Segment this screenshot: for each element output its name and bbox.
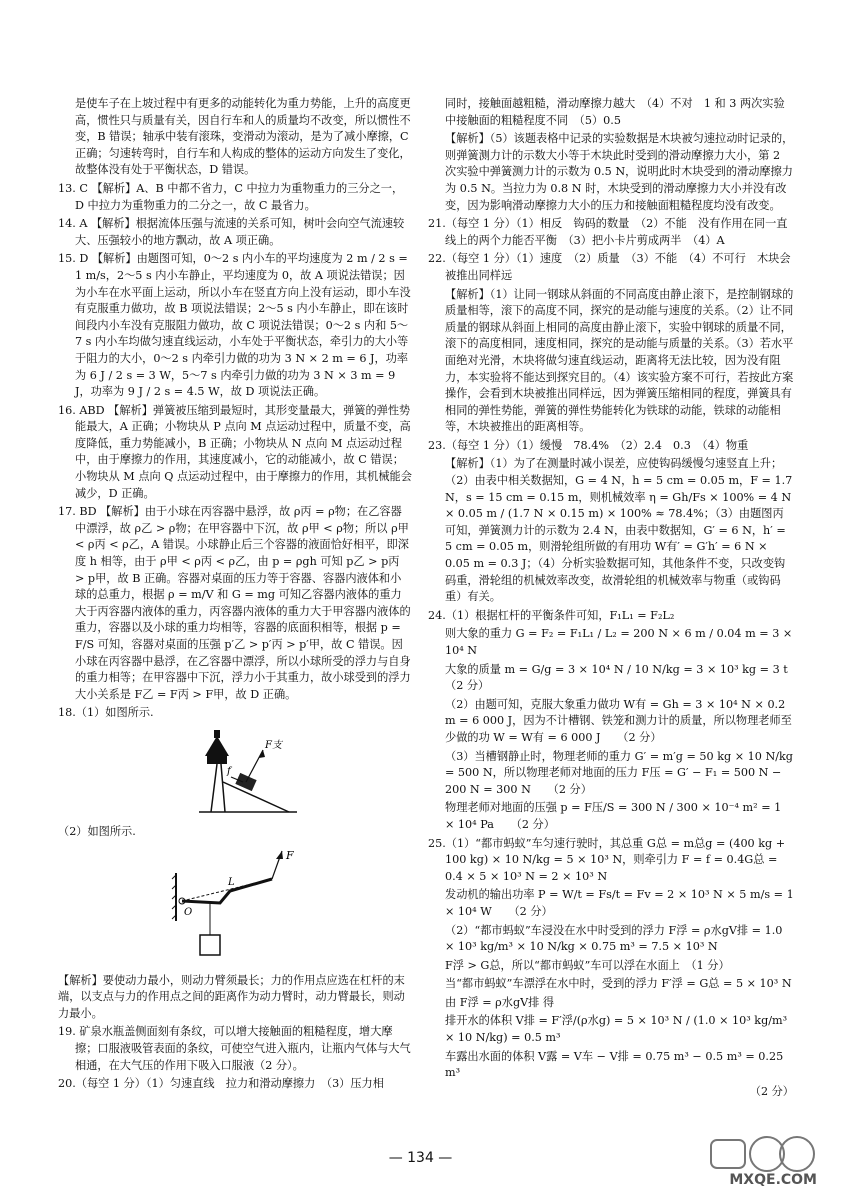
figure-incline-forces [193,726,412,818]
answer-12-continued: 是使车子在上坡过程中有更多的动能转化为重力势能，上升的高度更高，惯性只与质量有关，因自行车和人的质量均不改变，所以惯性不变，B 错误；轴承中装有滚珠，变滑动为滚动，是为了减小摩擦，C 正确；匀速转弯时，自行车和人构成的整体的运动方向发生了变化，故整体没有处于平衡状态，D 错误。 [75,97,411,177]
answer-16: 16. ABD 【解析】弹簧被压缩到最短时，其形变量最大，弹簧的弹性势能最大，A 正确；小物块从 P 点向 M 点运动过程中，质量不变，高度降低，重力势能减小，B 正确；小物块从 N 点向 M 点运动过程中，由于摩擦力的作用，其速度减小，它的动能减小，故 C 错误；小物块从 M 点向 Q 点运动过程中，由于摩擦力的作用，其机械能会减少，D 正确。 [58,403,412,500]
pivot-O-label: O [184,906,193,918]
friction-label: f [227,765,231,777]
answer-25-line8: 车露出水面的体积 V露 = V车 − V排 = 0.75 m³ − 0.5 m³ = 0.25 m³ [445,1049,784,1080]
watermark-text: MXQE.COM [729,1172,817,1188]
answer-18-part1: 18.（1）如图所示. [58,706,154,720]
answer-25-line5: 当“都市蚂蚁”车漂浮在水中时，受到的浮力 F′浮 = G总 = 5 × 10³ N [445,977,792,991]
watermark-stamp-icon [681,1134,821,1174]
answer-24-line1: 24.（1）根据杠杆的平衡条件可知，F₁L₁ = F₂L₂ [428,608,675,622]
answer-25-line6: 由 F浮 = ρ水gV排 得 [445,995,555,1009]
page-number: — 134 — [388,1150,453,1166]
answer-24-line4: （2）由题可知，克服大象重力做功 W有 = Gh = 3 × 10⁴ N × 0.2 m = 6 000 J，因为不计槽钢、铁笼和测力计的质量，所以物理老师至少做的功 W = W有 = 6 000 J （2 分） [445,697,792,744]
answer-22: 22.（每空 1 分）（1）速度 （2）质量 （3）不能 （4）不可行 木块会被推出同样远 [428,252,791,282]
answer-24-line3: 大象的质量 m = G/g = 3 × 10⁴ N / 10 N/kg = 3 × 10³ kg = 3 t （2 分） [445,662,811,693]
answer-17: 17. BD 【解析】由于小球在丙容器中悬浮，故 ρ丙 = ρ物；在乙容器中漂浮，故 ρ乙 > ρ物；在甲容器中下沉，故 ρ甲 < ρ物；所以 ρ甲 < ρ丙 < ρ乙，A 错误。小球静止后三个容器的液面恰好相平，即深度 h 相等，由于 ρ甲 < ρ丙 < ρ乙，由 p = ρgh 可知 p乙 > p丙 > p甲，故 B 正确。容器对桌面的压力等于容器、容器内液体和小球的总重力，根据 ρ = m/V 和 G = mg 可知乙容器内液体的重力大于丙容器内液体的重力，丙容器内液体的重力大于甲容器内液体的重力，容器以及小球的重力均相等，容器的底面积相等，根据 p = F/S 可知，容器对桌面的压强 p′乙 > p′丙 > p′甲，故 C 错误。因小球在丙容器中悬浮，在乙容器中漂浮，所以小球所受的浮力与自身的重力相等；在甲容器中下沉，浮力小于其重力，故小球受到的浮力大小关系是 F乙 = F丙 > F甲，故 D 正确。 [58,505,411,701]
answer-24-line5: （3）当槽钢静止时，物理老师的重力 G′ = m′g = 50 kg × 10 N/kg = 500 N，所以物理老师对地面的压力 F压 = G′ − F₁ = 500 N − 200 N = 300 N （2 分） [445,749,793,796]
answer-25-line2: 发动机的输出功率 P = W/t = Fs/t = Fv = 2 × 10³ N × 5 m/s = 1 × 10⁴ W （2 分） [445,888,794,918]
answer-18-part2: （2）如图所示. [58,824,136,838]
support-force-label: F支 [265,739,282,751]
answer-20-analysis: 【解析】（5）该题表格中记录的实验数据是木块被匀速拉动时记录的，则弹簧测力计的示数大小等于木块此时受到的滑动摩擦力大小，第 2 次实验中弹簧测力计的示数为 0.5 N，说明此时木块受到的滑动摩擦力为 0.5 N。当拉力为 0.8 N 时，木块受到的滑动摩擦力大小并没有改变，因为影响滑动摩擦力大小的压力和接触面粗糙程度均没有改变。 [445,132,794,212]
answer-20-start: 20.（每空 1 分）（1）匀速直线 拉力和滑动摩擦力 （3）压力相 [58,1077,384,1091]
answer-13: 13. C 【解析】A、B 中都不省力，C 中拉力为重物重力的三分之一，D 中拉力为重物重力的二分之一，故 C 最省力。 [58,181,404,212]
answer-25-line4: F浮 > G总，所以“都市蚂蚁”车可以浮在水面上 （1 分） [445,958,730,972]
right-column [428,96,811,1102]
answer-25-line1: 25.（1）“都市蚂蚁”车匀速行驶时，其总重 G总 = m总g = (400 kg + 100 kg) × 10 N/kg = 5 × 10³ N，则牵引力 F = f = 0.4G总 = 0.4 × 5 × 10³ N = 2 × 10³ N [428,836,786,883]
arm-L-label: L [228,876,235,888]
answer-21: 21.（每空 1 分）（1）相反 钩码的数量 （2）不能 没有作用在同一直线上的两个力能否平衡 （3）把小卡片剪成两半 （4）A [428,217,788,247]
force-F-label: F [286,848,294,862]
answer-23: 23.（每空 1 分）（1）缓慢 78.4% （2）2.4 0.3 （4）物重 [428,438,749,452]
answer-22-analysis: 【解析】（1）让同一钢球从斜面的不同高度由静止滚下，是控制钢球的质量相等，滚下的高度不同，探究的是动能与速度的关系。（2）让不同质量的钢球从斜面上相同的高度由静止滚下，实验中钢球的质量不同，滚下的高度相同，速度相同，探究的是动能与质量的关系。（3）若水平面绝对光滑，木块将做匀速直线运动，距离将无法比较，因为没有阻力，本实验将不能达到探究目的。（4）该实验方案不可行，若按此方案操作，会看到木块被推出同样远，因为弹簧压缩相同的程度，弹簧具有相同的弹性势能，弹簧的弹性势能转化为铁球的动能，铁球的动能相等，木块被推出的距离相等。 [445,287,794,434]
answer-25-score: （2 分） [749,1084,794,1098]
answer-23-analysis: 【解析】（1）为了在测量时减小误差，应使钩码缓慢匀速竖直上升；（2）由表中相关数据知，G = 4 N，h = 5 cm = 0.05 m，F = 1.7 N，s = 15 cm = 0.15 m，则机械效率 η = Gh/Fs × 100% = 4 N × 0.05 m / (1.7 N × 0.15 m) × 100% ≈ 78.4%；（3）由题图丙可知，弹簧测力计的示数为 2.4 N，由表中数据知，G′ = 6 N，h′ = 5 cm = 0.05 m，则滑轮组所做的有用功 W有′ = G′h′ = 6 N × 0.05 m = 0.3 J；（4）分析实验数据可知，其他条件不变，只改变钩码重，滑轮组的机械效率改变，故滑轮组的机械效率与物重（或钩码重）有关。 [445,457,793,604]
answer-25-line7: 排开水的体积 V排 = F′浮/(ρ水g) = 5 × 10³ N / (1.0 × 10³ kg/m³ × 10 N/kg) = 0.5 m³ [445,1014,788,1045]
figure-lever-force [170,845,412,967]
left-column [58,96,412,1095]
watermark-logo [681,1134,821,1190]
answer-24-line6: 物理老师对地面的压强 p = F压/S = 300 N / 300 × 10⁻⁴ m² = 1 × 10⁴ Pa （2 分） [445,801,782,831]
answer-14: 14. A 【解析】根据流体压强与流速的关系可知，树叶会向空气流速较大、压强较小的地方飘动，故 A 项正确。 [58,217,405,247]
answer-25-line3: （2）“都市蚂蚁”车浸没在水中时受到的浮力 F浮 = ρ水gV排 = 1.0 × 10³ kg/m³ × 10 N/kg × 0.75 m³ = 7.5 × 10³ N [445,923,783,954]
answer-15: 15. D 【解析】由题图可知，0～2 s 内小车的平均速度为 2 m / 2 s = 1 m/s，2～5 s 内小车静止，平均速度为 0，故 A 项说法错误；因为小车在水平面上运动，所以小车在竖直方向上没有运动，即小车没有克服重力做功，故 B 项说法错误；2～5 s 内小车静止，即在该时间段内小车没有克服阻力做功，故 C 项说法错误；0～2 s 内和 5～7 s 内小车均做匀速直线运动，小车处于平衡状态，牵引力的大小等于阻力的大小，0～2 s 内牵引力做的功为 3 N × 2 m = 6 J，功率为 6 J / 2 s = 3 W，5～7 s 内牵引力做的功为 3 N × 3 m = 9 J，功率为 9 J / 2 s = 4.5 W，故 D 项说法正确。 [58,252,411,399]
answer-19: 19. 矿泉水瓶盖侧面刻有条纹，可以增大接触面的粗糙程度，增大摩擦；口服液吸管表面的条纹，可使空气进入瓶内，让瓶内气体与大气相通，在大气压的作用下吸入口服液（2 分）。 [58,1025,411,1072]
answer-20-continued: 同时，接触面越粗糙，滑动摩擦力越大 （4）不对 1 和 3 两次实验中接触面的粗糙程度不同 （5）0.5 [445,97,785,127]
answer-18-analysis: 【解析】要使动力最小，则动力臂须最长；力的作用点应选在杠杆的末端，以支点与力的作用点之间的距离作为动力臂时，动力臂最长，则动力最小。 [58,973,405,1020]
answer-24-line2: 则大象的重力 G = F₂ = F₁L₁ / L₂ = 200 N × 6 m / 0.04 m = 3 × 10⁴ N [445,627,793,657]
